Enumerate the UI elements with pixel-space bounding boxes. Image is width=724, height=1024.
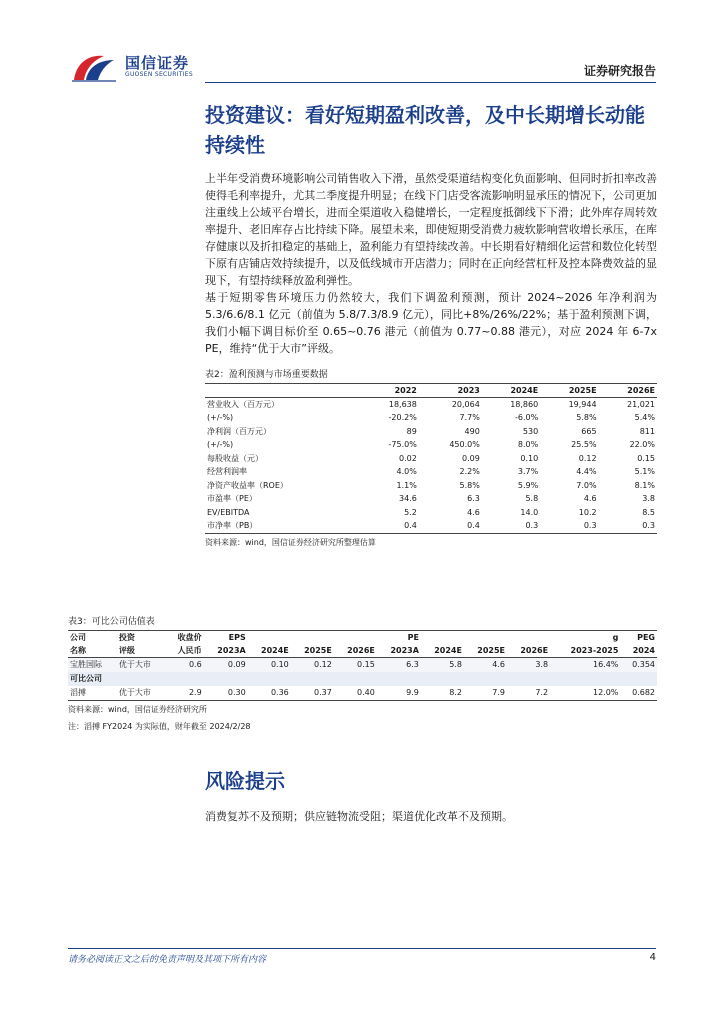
table-cell: 5.9% <box>517 480 539 490</box>
logo-mark-icon <box>70 50 120 84</box>
table-cell: 450.0% <box>449 440 480 449</box>
table-row <box>205 425 657 439</box>
table-cell: 19,944 <box>568 399 597 409</box>
col-header: 2025E <box>291 644 334 658</box>
table-cell: 12.0% <box>550 686 620 701</box>
table-cell: 5.8 <box>421 658 464 673</box>
table-cell: 14.0 <box>520 507 539 517</box>
table-row <box>205 452 657 466</box>
table-row <box>205 479 657 493</box>
risk-text: 消费复苏不及预期；供应链物流受阻；渠道优化改革不及预期。 <box>205 810 513 823</box>
table-cell: 5.1% <box>634 467 655 476</box>
table-cell: 2.9 <box>166 686 204 701</box>
investment-text <box>205 170 657 357</box>
table-cell: 89 <box>406 426 417 436</box>
table3-note: 注：滔搏 FY2024 为实际值，财年截至 2024/2/28 <box>68 722 251 731</box>
comparable-valuation-section <box>68 604 657 732</box>
col-header: 公司 <box>70 633 86 642</box>
row-label: 每股收益（元） <box>207 453 263 463</box>
table-cell: 0.30 <box>204 686 248 701</box>
col-header: 2023-2025 <box>550 644 620 658</box>
table-cell: 0.12 <box>578 453 597 463</box>
table-cell: 8.0% <box>517 440 539 449</box>
logo-text-cn: 国信证券 <box>125 54 190 72</box>
table-cell: 8.5 <box>642 507 655 517</box>
disclaimer-text: 请务必阅读正文之后的免责声明及其项下所有内容 <box>68 955 267 965</box>
table-cell: 7.9 <box>464 686 507 701</box>
table-cell: 0.15 <box>637 453 655 463</box>
table-cell: 7.2 <box>507 686 550 701</box>
table-cell: 5.2 <box>404 507 417 517</box>
col-header <box>205 384 360 398</box>
table-row <box>205 466 657 480</box>
table-row <box>205 398 657 412</box>
table-cell: 18,638 <box>388 399 417 409</box>
table-cell: 8.2 <box>421 686 464 701</box>
row-label: 净利润（百万元） <box>207 426 271 436</box>
col-header: 2023A <box>204 644 248 658</box>
table-cell: 0.6 <box>166 658 204 673</box>
logo-text-en: GUOSEN SECURITIES <box>125 71 194 78</box>
col-header: 2023A <box>377 644 421 658</box>
table-cell: 5.8% <box>459 480 480 490</box>
table-cell: 4.6 <box>583 494 597 503</box>
table-cell: 1.1% <box>396 480 417 490</box>
table-cell: 4.4% <box>576 467 597 476</box>
table-row <box>205 520 657 534</box>
page-number: 4 <box>649 952 656 963</box>
table-cell: 0.354 <box>620 658 657 673</box>
table-cell: 0.09 <box>204 658 248 673</box>
group-label: 可比公司 <box>68 672 657 686</box>
table-cell: 0.02 <box>399 453 417 463</box>
risk-section <box>205 765 657 824</box>
row-label: 经营利润率 <box>207 467 247 476</box>
guosen-logo <box>70 50 220 84</box>
table-cell: 5.4% <box>634 413 655 422</box>
table-cell: 0.37 <box>291 686 334 701</box>
footer-divider <box>68 948 656 949</box>
section-title-investment: 投资建议：看好短期盈利改善，及中长期增长动能持续性 <box>205 103 645 157</box>
header-divider <box>205 82 656 83</box>
row-label: 市净率（PB） <box>205 520 360 534</box>
table-cell: -20.2% <box>388 413 417 422</box>
table3-title: 表3：可比公司估值表 <box>68 614 657 631</box>
col-header: PEG <box>637 633 655 642</box>
table-cell: 5.8% <box>576 413 597 422</box>
table-cell: 0.3 <box>599 520 657 534</box>
table-cell: 7.0% <box>576 480 597 490</box>
col-header <box>291 631 334 644</box>
table-cell: 0.4 <box>419 520 482 534</box>
table-cell: 811 <box>639 426 655 436</box>
table-cell: 34.6 <box>399 494 417 503</box>
col-header: 2026E <box>334 644 377 658</box>
row-label: 净资产收益率（ROE） <box>207 480 288 490</box>
table-cell: 0.15 <box>334 658 377 673</box>
table-cell: 0.09 <box>462 453 480 463</box>
col-header: 2025E <box>464 644 507 658</box>
table-cell: 滔搏 <box>68 686 117 701</box>
table-cell: 530 <box>522 426 539 436</box>
table-cell: 25.5% <box>571 440 597 449</box>
table-cell: 490 <box>464 426 480 436</box>
table-cell: 18,860 <box>510 399 539 409</box>
row-label: 营业收入（百万元） <box>207 399 279 409</box>
table-cell: 0.12 <box>291 658 334 673</box>
table-cell: 9.9 <box>377 686 421 701</box>
col-header: 2022 <box>360 384 419 398</box>
col-header <box>421 631 464 644</box>
row-label: (+/-%) <box>207 440 234 449</box>
table-cell: 3.8 <box>642 494 655 503</box>
table-cell: 0.36 <box>248 686 291 701</box>
col-header <box>507 631 550 644</box>
table-row <box>68 686 657 701</box>
table-header-row <box>205 384 657 398</box>
col-header: 2025E <box>540 384 598 398</box>
table-cell: 0.3 <box>482 520 540 534</box>
table-cell: 6.3 <box>467 494 480 503</box>
table-cell: 16.4% <box>550 658 620 673</box>
table-cell: 4.0% <box>396 467 417 476</box>
col-header: 2024E <box>248 644 291 658</box>
table-cell: 宝胜国际 <box>68 658 117 673</box>
col-header: g <box>612 633 619 642</box>
col-header: 2024E <box>421 644 464 658</box>
col-header: 2026E <box>599 384 657 398</box>
table-cell: 0.10 <box>248 658 291 673</box>
table-cell: 3.7% <box>517 467 539 476</box>
row-label: (+/-%) <box>207 413 234 422</box>
table-header-row <box>68 631 657 644</box>
row-label: 市盈率（PE） <box>207 494 257 503</box>
table-cell: 优于大市 <box>117 658 166 673</box>
section-title-risk: 风险提示 <box>205 769 285 793</box>
table-row <box>205 439 657 453</box>
table-cell: -6.0% <box>514 413 539 422</box>
table-row <box>68 658 657 673</box>
table2-source: 资料来源：wind，国信证券经济研究所整理估算 <box>205 538 376 547</box>
col-header <box>334 631 377 644</box>
col-header: 2024E <box>482 384 540 398</box>
col-header <box>248 631 291 644</box>
table-cell: -75.0% <box>388 440 417 449</box>
forecast-table <box>205 384 657 534</box>
col-header: 2026E <box>507 644 550 658</box>
report-type-label: 证券研究报告 <box>583 64 656 78</box>
col-header: 评级 <box>117 644 166 658</box>
table-cell: 4.6 <box>464 658 507 673</box>
table-cell: 3.8 <box>507 658 550 673</box>
table-header-row <box>68 644 657 658</box>
table-cell: 10.2 <box>578 507 597 517</box>
table-cell: 2.2% <box>459 467 480 476</box>
table-cell: 6.3 <box>377 658 421 673</box>
table-cell: 0.4 <box>360 520 419 534</box>
col-header: 2023 <box>419 384 482 398</box>
col-header <box>464 631 507 644</box>
table-cell: 0.682 <box>620 686 657 701</box>
table-cell: 7.7% <box>459 413 480 422</box>
page-header <box>0 0 724 90</box>
table-cell: 0.3 <box>540 520 598 534</box>
table-row <box>205 412 657 426</box>
table-cell: 4.6 <box>467 507 480 517</box>
paragraph-2: 基于短期零售环境压力仍然较大，我们下调盈利预测，预计 2024~2026 年净利润为 5.3/6.6/8.1 亿元（前值为 5.8/7.3/8.9 亿元），同比+8%/26%/22%；基于盈利预测下调，我们小幅下调目标价至 0.65~0.76 港元（前值为 0.77~0.88 港元），对应 2024 年 6-7x PE，维持“优于大市”评级。 <box>205 291 657 355</box>
table-cell: 0.10 <box>520 453 539 463</box>
col-header: 2024 <box>620 644 657 658</box>
paragraph-1: 上半年受消费环境影响公司销售收入下滑，虽然受渠道结构变化负面影响、但同时折扣率改善使得毛利率提升，尤其二季度提升明显；在线下门店受客流影响明显承压的情况下，公司更加注重线上公域平台增长，进而全渠道收入稳健增长，一定程度抵御线下下滑；此外库存周转效率提升、老旧库存占比持续下降。展望未来，即使短期受消费力疲软影响营收增长承压，在库存健康以及折扣稳定的基础上，盈利能力有望持续改善。中长期看好精细化运营和数位化转型下原有店铺店效持续提升，以及低线城市开店潜力；同时在正向经营杠杆及控本降费效益的显现下，有望持续释放盈利弹性。 <box>205 172 657 287</box>
table-cell: 22.0% <box>629 440 655 449</box>
table-cell: 优于大市 <box>117 686 166 701</box>
table-cell: 5.8 <box>525 494 539 503</box>
table-cell: 0.40 <box>334 686 377 701</box>
group-row <box>68 672 657 686</box>
col-header: 人民币 <box>166 644 204 658</box>
col-header: PE <box>407 633 419 642</box>
table-row <box>205 506 657 520</box>
table-cell: 21,021 <box>627 399 655 409</box>
col-header: EPS <box>228 633 246 642</box>
table-cell: 8.1% <box>634 480 655 490</box>
col-header: 名称 <box>68 644 117 658</box>
table-cell: 20,064 <box>451 399 480 409</box>
table3-source: 资料来源：wind，国信证券经济研究所 <box>68 705 207 714</box>
main-content <box>205 100 657 548</box>
col-header: 投资 <box>118 633 135 642</box>
table-row <box>205 493 657 507</box>
col-header: 收盘价 <box>177 633 202 642</box>
table-cell: 665 <box>581 426 597 436</box>
row-label: EV/EBITDA <box>207 507 250 517</box>
comparable-table <box>68 631 657 701</box>
table2-title: 表2：盈利预测与市场重要数据 <box>205 367 657 384</box>
